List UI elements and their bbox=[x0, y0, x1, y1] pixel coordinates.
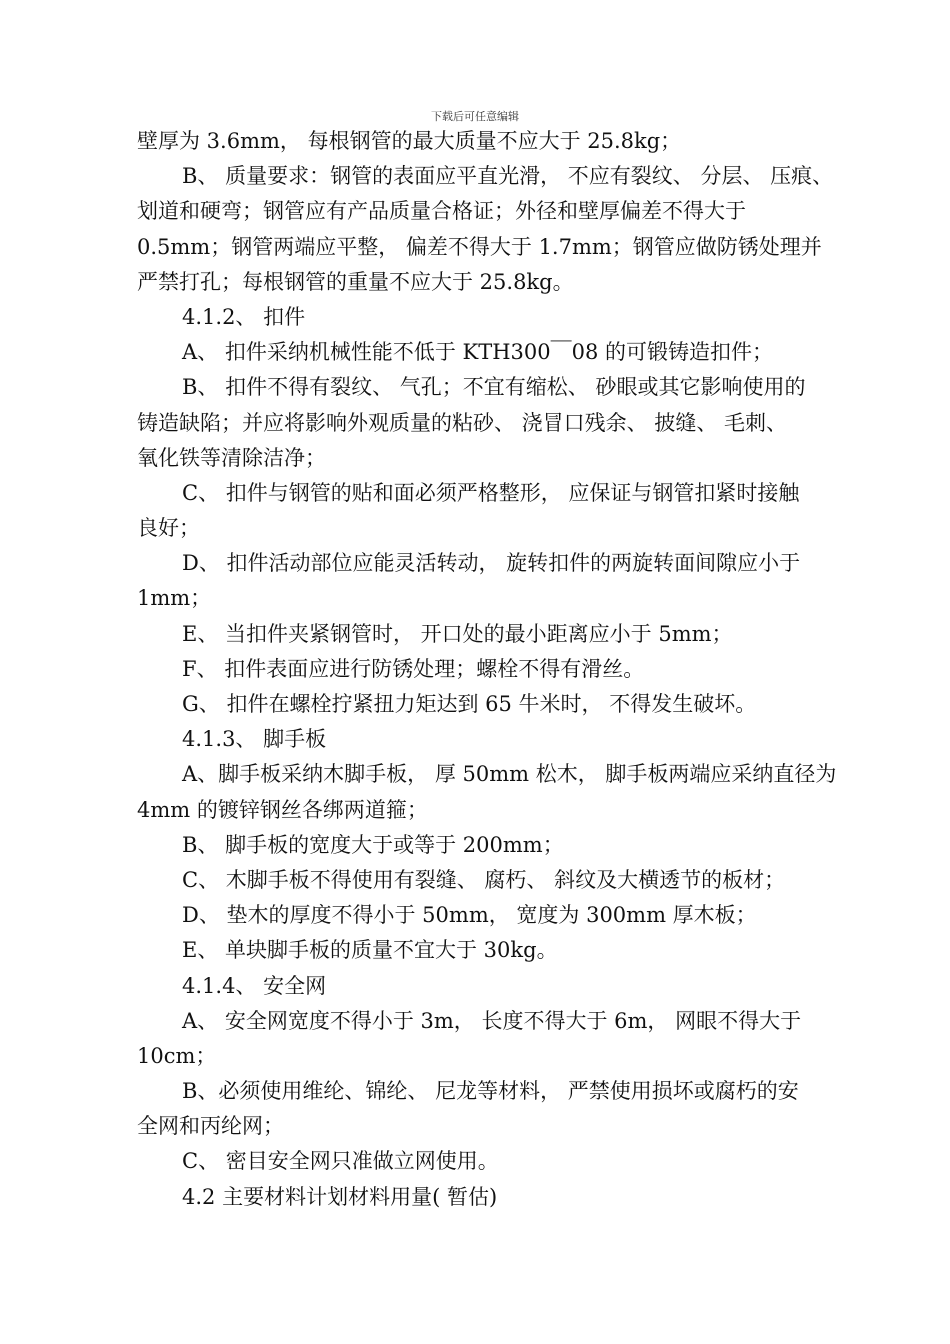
text-line: 4.1.3、 脚手板 bbox=[182, 727, 327, 752]
text-line: 严禁打孔；每根钢管的重量不应大于 25.8kg。 bbox=[137, 269, 574, 294]
text-line: 4.1.4、 安全网 bbox=[182, 973, 327, 998]
text-line: 10cm； bbox=[137, 1043, 217, 1068]
text-line: E、 当扣件夹紧钢管时， 开口处的最小距离应小于 5mm； bbox=[182, 621, 733, 646]
text-line: 4mm 的镀锌钢丝各绑两道箍； bbox=[137, 797, 428, 822]
text-line: 划道和硬弯；钢管应有产品质量合格证；外径和壁厚偏差不得大于 bbox=[137, 199, 746, 224]
text-line: 4.1.2、 扣件 bbox=[182, 304, 306, 329]
text-line: A、脚手板采纳木脚手板， 厚 50mm 松木， 脚手板两端应采纳直径为 bbox=[182, 762, 837, 787]
text-line: 全网和丙纶网； bbox=[137, 1114, 284, 1139]
page-header-note: 下载后可任意编辑 bbox=[431, 110, 519, 123]
text-line: 良好； bbox=[137, 516, 200, 541]
text-line: 壁厚为 3.6mm， 每根钢管的最大质量不应大于 25.8kg； bbox=[137, 129, 682, 153]
text-line: G、 扣件在螺栓拧紧扭力矩达到 65 牛米时， 不得发生破坏。 bbox=[182, 692, 757, 716]
text-line: C、 扣件与钢管的贴和面必须严格整形， 应保证与钢管扣紧时接触 bbox=[182, 480, 800, 505]
text-line: B、 扣件不得有裂纹、 气孔；不宜有缩松、 砂眼或其它影响使用的 bbox=[182, 375, 806, 400]
text-line: B、 脚手板的宽度大于或等于 200mm； bbox=[182, 832, 564, 857]
text-line: 氧化铁等清除洁净； bbox=[137, 445, 326, 470]
text-line: 1mm； bbox=[137, 586, 212, 611]
text-line: B、必须使用维纶、锦纶、 尼龙等材料， 严禁使用损坏或腐朽的安 bbox=[182, 1079, 799, 1104]
text-line: C、 密目安全网只准做立网使用。 bbox=[182, 1149, 499, 1174]
text-line: B、 质量要求：钢管的表面应平直光滑， 不应有裂纹、 分层、 压痕、 bbox=[182, 164, 834, 189]
text-line: D、 扣件活动部位应能灵活转动， 旋转扣件的两旋转面间隙应小于 bbox=[182, 551, 801, 576]
text-line: A、 安全网宽度不得小于 3m， 长度不得大于 6m， 网眼不得大于 bbox=[182, 1008, 802, 1033]
text-line: A、 扣件采纳机械性能不低于 KTH300￣08 的可锻铸造扣件； bbox=[182, 340, 774, 365]
text-line: E、 单块脚手板的质量不宜大于 30kg。 bbox=[182, 938, 558, 963]
text-line: D、 垫木的厚度不得小于 50mm， 宽度为 300mm 厚木板； bbox=[182, 903, 757, 928]
text-line: F、 扣件表面应进行防锈处理；螺栓不得有滑丝。 bbox=[182, 656, 645, 681]
text-line: 0.5mm；钢管两端应平整， 偏差不得大于 1.7mm；钢管应做防锈处理并 bbox=[137, 234, 822, 259]
text-line: C、 木脚手板不得使用有裂缝、 腐朽、 斜纹及大横透节的板材； bbox=[182, 867, 786, 892]
document-body bbox=[137, 124, 867, 1215]
text-line: 4.2 主要材料计划材料用量( 暂估) bbox=[182, 1184, 498, 1209]
text-line: 铸造缺陷；并应将影响外观质量的粘砂、 浇冒口残余、 披缝、 毛刺、 bbox=[137, 410, 788, 435]
